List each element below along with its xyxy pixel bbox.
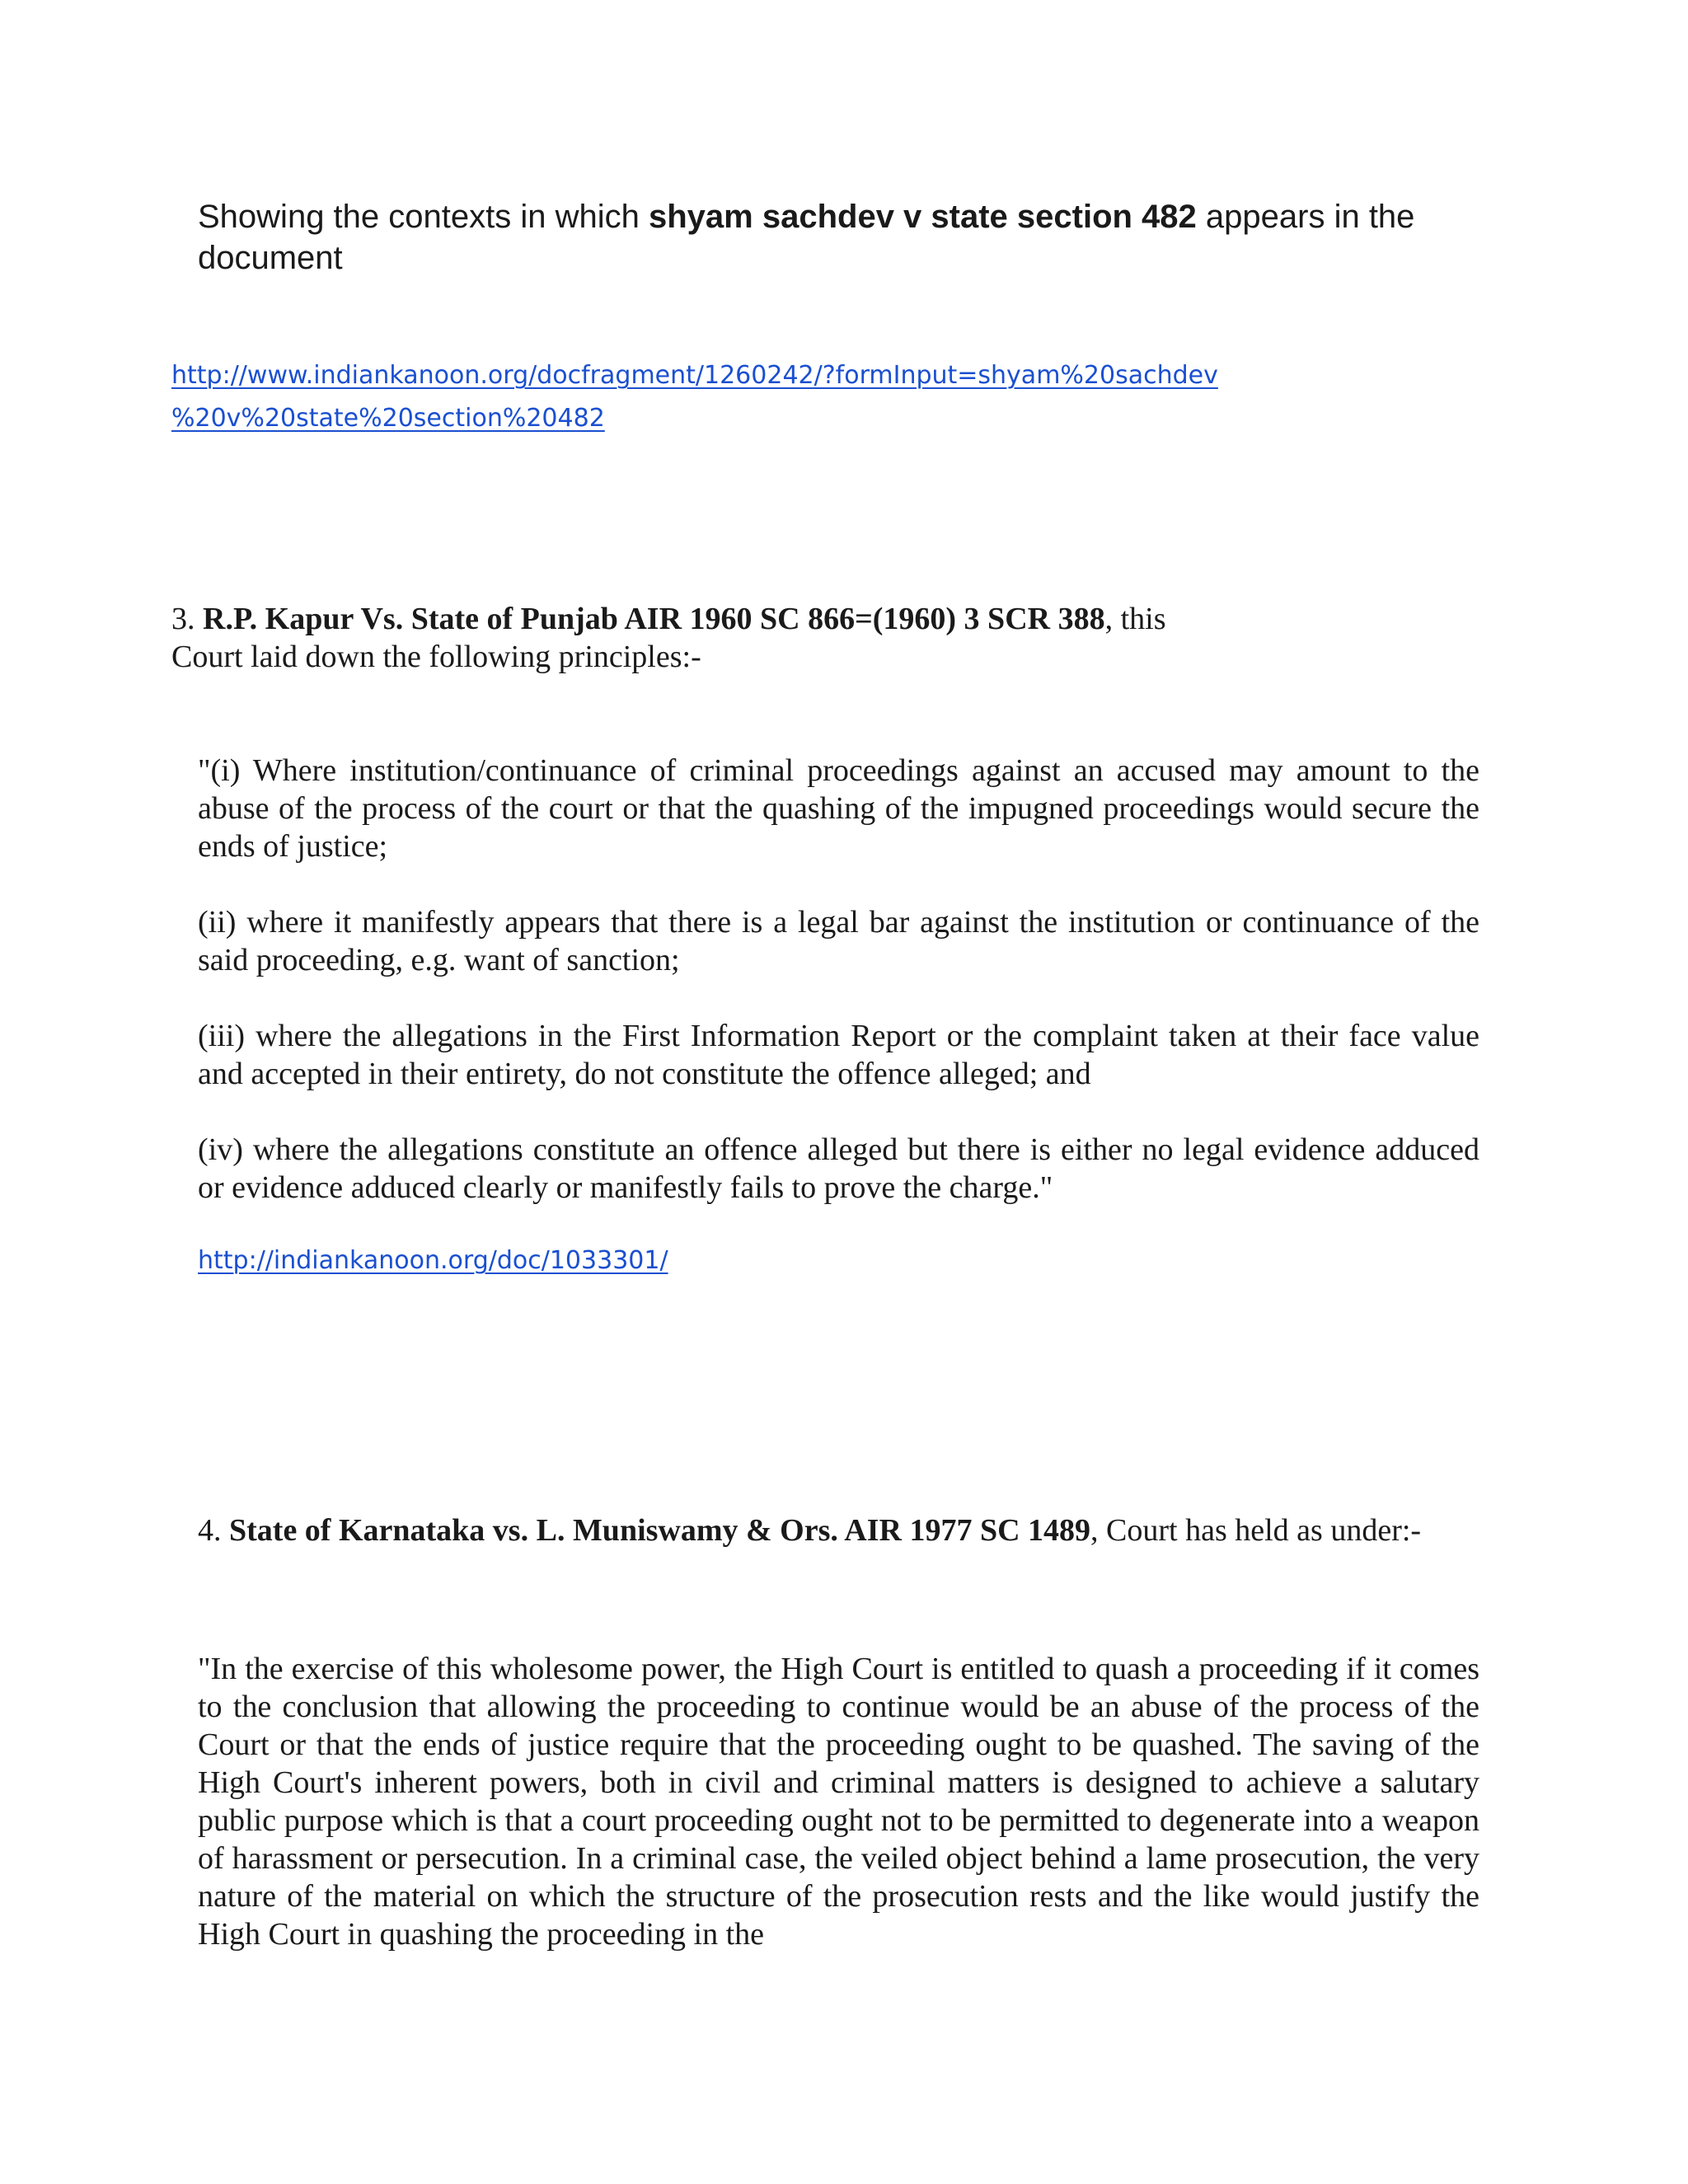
heading-prefix: Showing the contexts in which [198, 199, 649, 235]
case-4-citation: State of Karnataka vs. L. Muniswamy & Ors. AIR 1977 SC 1489 [229, 1513, 1091, 1548]
indiankanoon-doc-link[interactable]: http://indiankanoon.org/doc/1033301/ [198, 1246, 668, 1275]
principle-ii: (ii) where it manifestly appears that there is a legal bar against the institution or continuance of the said proceeding, e.g. want of sanction; [198, 905, 1479, 977]
case-4-after-citation: , Court has held as under:- [1090, 1513, 1422, 1548]
principle-iv: (iv) where the allegations constitute an offence alleged but there is either no legal evidence adduced or evidence adduced clearly or manifestly fails to prove the charge." [198, 1132, 1479, 1205]
docfragment-link-line-1[interactable]: http://www.indiankanoon.org/docfragment/1260242/?formInput=shyam%20sachdev [171, 361, 1218, 390]
case-3-citation: R.P. Kapur Vs. State of Punjab AIR 1960 SC 866=(1960) 3 SCR 388 [203, 602, 1105, 636]
context-heading [198, 196, 1500, 279]
case-3-intro [171, 600, 1490, 676]
case-4-quote: "In the exercise of this wholesome power, the High Court is entitled to quash a proceeding if it comes to the conclusion that allowing the proceeding to continue would be an abuse of the process of the Court or that the ends of justice require that the proceeding ought to be quashed. The saving of the High Court's inherent powers, both in civil and criminal matters is designed to achieve a salutary public purpose which is that a court proceeding ought not to be permitted to degenerate into a weapon of harassment or persecution. In a criminal case, the veiled object behind a lame prosecution, the very nature of the material on which the structure of the prosecution rests and the like would justify the High Court in quashing the proceeding in the [198, 1652, 1479, 1952]
docfragment-link[interactable] [171, 354, 1243, 440]
docfragment-link-line-2[interactable]: %20v%20state%20section%20482 [171, 404, 605, 433]
case-3-line-2: Court laid down the following principles:- [171, 640, 701, 674]
principles-list [198, 752, 1479, 1244]
search-query: shyam sachdev v state section 482 [648, 199, 1197, 235]
case-4-intro [198, 1511, 1479, 1549]
case-3-after-citation: , this [1104, 602, 1166, 636]
case-4-number: 4. [198, 1513, 229, 1548]
principle-i: "(i) Where institution/continuance of criminal proceedings against an accused may amount to the abuse of the process of the court or that the quashing of the impugned proceedings would secure the ends of justice; [198, 753, 1479, 864]
principle-iii: (iii) where the allegations in the First Information Report or the complaint taken at their face value and accepted in their entirety, do not constitute the offence alleged; and [198, 1019, 1479, 1091]
case-3-line-1 [171, 600, 1490, 638]
heading-suffix: appears in the document [198, 199, 1415, 276]
case-3-number: 3. [171, 602, 203, 636]
